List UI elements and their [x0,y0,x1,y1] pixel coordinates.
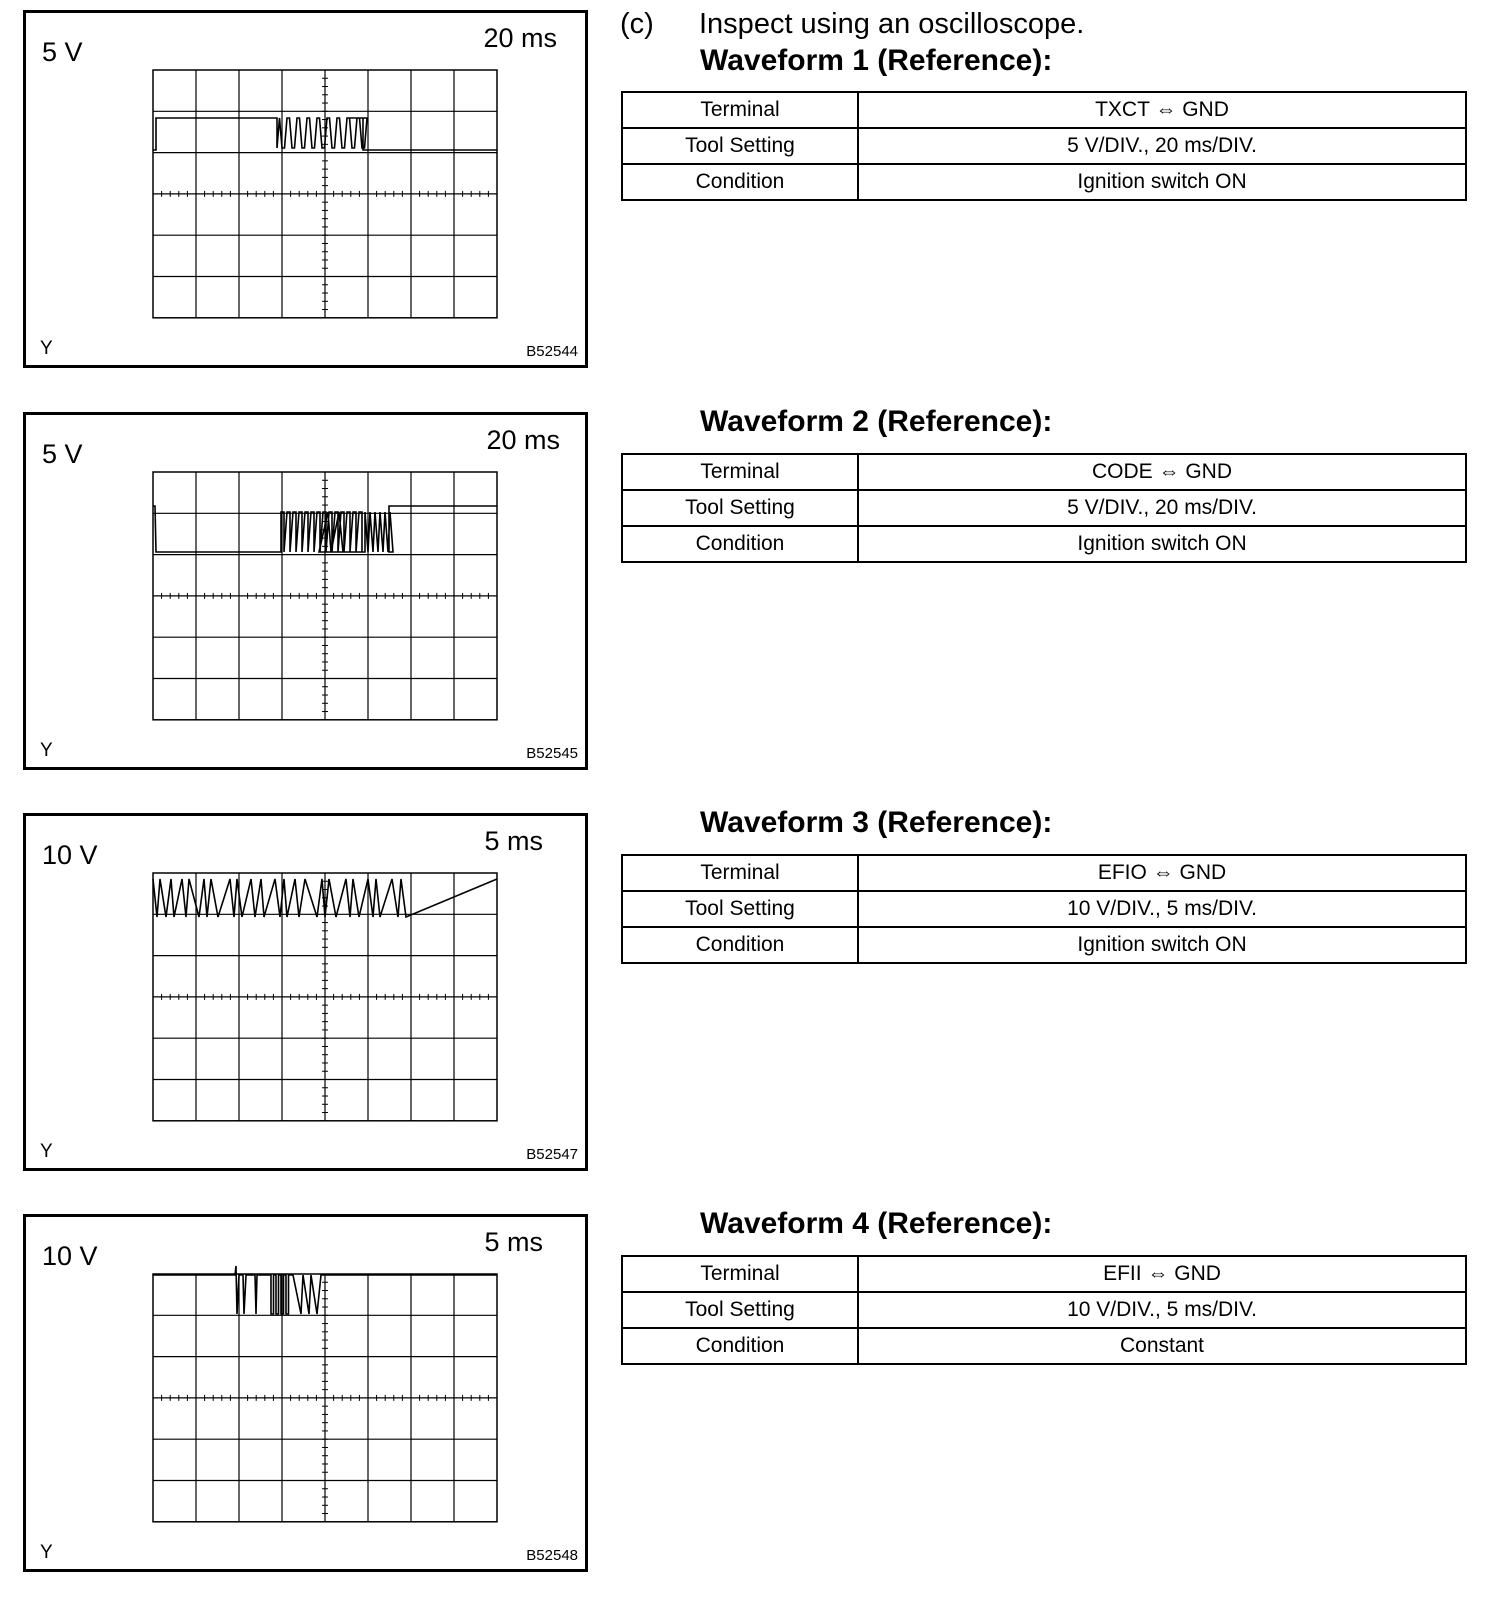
row-value: Ignition switch ON [858,526,1466,562]
figure-code-2: B52545 [526,745,578,762]
table-row [622,927,1466,963]
spec-table-2 [621,453,1467,563]
graticule [153,70,497,318]
row-value: EFII ⇔ GND [858,1256,1466,1292]
volt-scale-1: 5 V [42,37,83,67]
row-value: Ignition switch ON [858,164,1466,200]
time-scale-3: 5 ms [484,826,543,856]
table-row [622,490,1466,526]
table-row [622,1328,1466,1364]
table-row [622,128,1466,164]
oscilloscope-figure-2 [23,412,588,770]
row-label: Tool Setting [622,490,858,526]
graticule [153,1274,497,1522]
spec-table-4 [621,1255,1467,1365]
row-value: 10 V/DIV., 5 ms/DIV. [858,1292,1466,1328]
table-row [622,855,1466,891]
oscilloscope-grid-2 [26,415,591,773]
row-value: 10 V/DIV., 5 ms/DIV. [858,891,1466,927]
step-label: (c) [620,8,654,40]
table-row [622,1292,1466,1328]
oscilloscope-grid-1 [26,13,591,371]
waveform-title-3: Waveform 3 (Reference): [700,806,1053,839]
oscilloscope-figure-3 [23,813,588,1171]
waveform-title-1: Waveform 1 (Reference): [700,44,1053,77]
time-scale-1: 20 ms [483,23,557,53]
row-value: CODE ⇔ GND [858,454,1466,490]
figure-code-3: B52547 [526,1146,578,1163]
waveform-title-2: Waveform 2 (Reference): [700,405,1053,438]
table-row [622,164,1466,200]
spec-table-3 [621,854,1467,964]
y-label-2: Y [40,740,53,761]
row-label: Tool Setting [622,128,858,164]
oscilloscope-grid-3 [26,816,591,1174]
row-label: Condition [622,927,858,963]
table-row [622,1256,1466,1292]
row-label: Terminal [622,92,858,128]
spec-table-1 [621,91,1467,201]
oscilloscope-figure-1 [23,10,588,368]
table-row [622,92,1466,128]
table-row [622,526,1466,562]
row-label: Terminal [622,855,858,891]
table-row [622,891,1466,927]
time-scale-2: 20 ms [486,425,560,455]
row-label: Terminal [622,454,858,490]
figure-code-1: B52544 [526,343,578,360]
y-label-1: Y [40,338,53,359]
volt-scale-4: 10 V [42,1241,98,1271]
oscilloscope-grid-4 [26,1217,591,1575]
waveform-title-4: Waveform 4 (Reference): [700,1207,1053,1240]
row-value: Ignition switch ON [858,927,1466,963]
row-label: Terminal [622,1256,858,1292]
step-heading [620,8,1084,41]
y-label-3: Y [40,1141,53,1162]
row-label: Condition [622,1328,858,1364]
row-value: 5 V/DIV., 20 ms/DIV. [858,128,1466,164]
time-scale-4: 5 ms [484,1227,543,1257]
row-label: Condition [622,164,858,200]
row-value: 5 V/DIV., 20 ms/DIV. [858,490,1466,526]
row-label: Tool Setting [622,1292,858,1328]
y-label-4: Y [40,1542,53,1563]
row-label: Condition [622,526,858,562]
figure-code-4: B52548 [526,1547,578,1564]
volt-scale-3: 10 V [42,840,98,870]
row-value: TXCT ⇔ GND [858,92,1466,128]
oscilloscope-figure-4 [23,1214,588,1572]
row-label: Tool Setting [622,891,858,927]
step-text: Inspect using an oscilloscope. [699,8,1085,40]
row-value: Constant [858,1328,1466,1364]
table-row [622,454,1466,490]
row-value: EFIO ⇔ GND [858,855,1466,891]
volt-scale-2: 5 V [42,439,83,469]
graticule [153,472,497,720]
